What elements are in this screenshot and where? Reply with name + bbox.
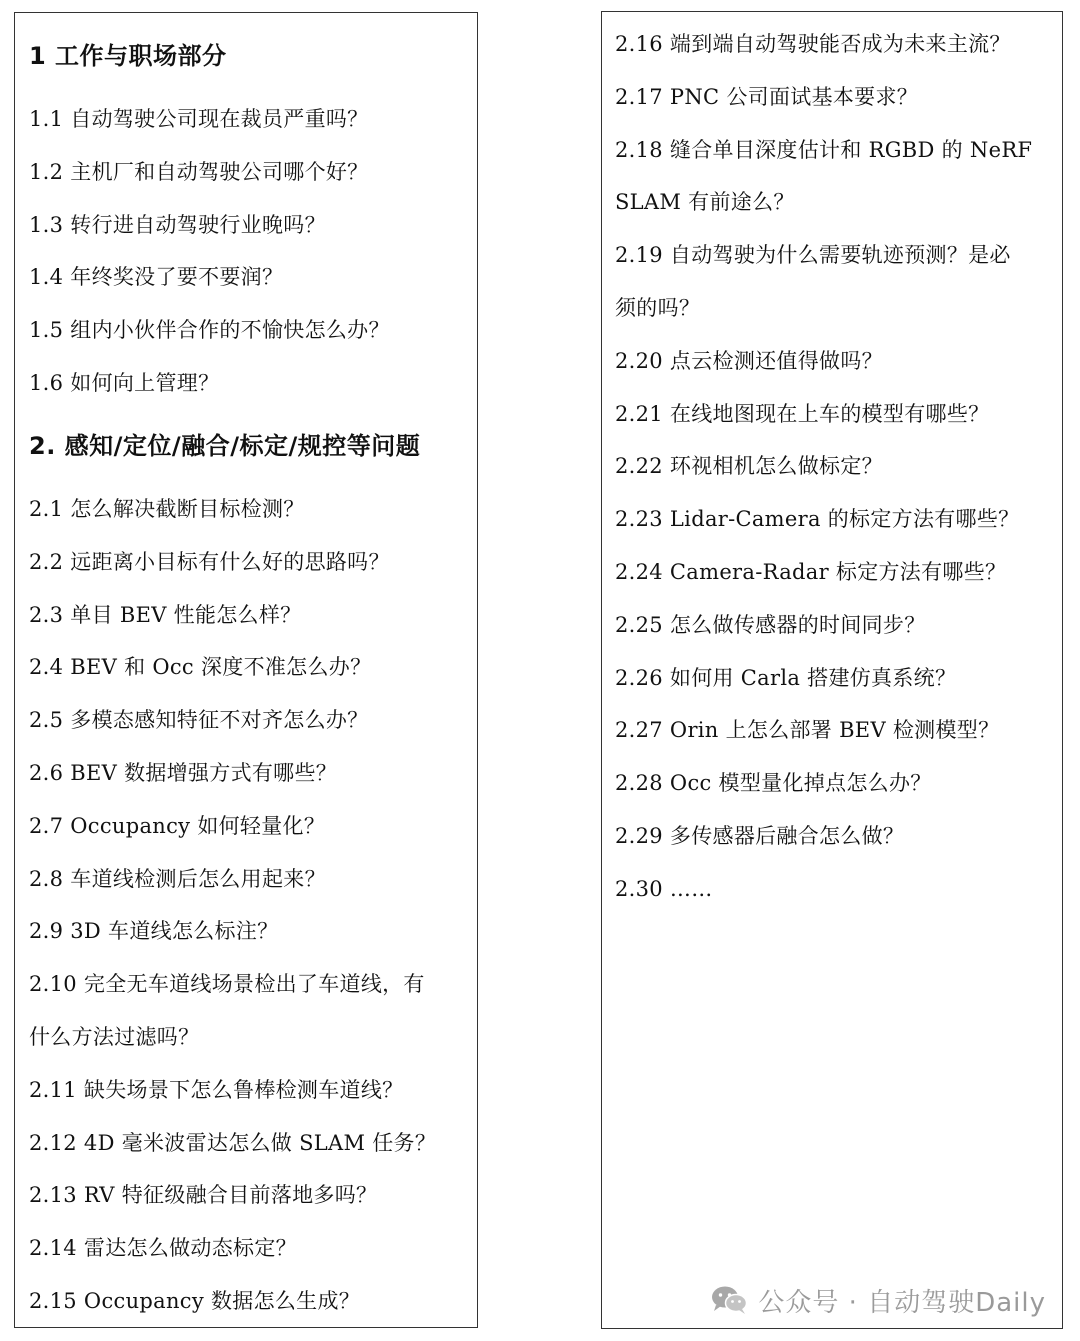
list-item: 2.10 完全无车道线场景检出了车道线，有 [29,972,425,996]
list-item: 2.3 单目 BEV 性能怎么样？ [29,603,302,627]
list-item: 2.16 端到端自动驾驶能否成为未来主流？ [615,32,1011,56]
wechat-icon [710,1285,748,1315]
list-item: 1.1 自动驾驶公司现在裁员严重吗？ [29,107,369,131]
list-item: 2.2 远距离小目标有什么好的思路吗？ [29,550,390,574]
list-item: 1.4 年终奖没了要不要润？ [29,265,284,289]
list-item: 2.12 4D 毫米波雷达怎么做 SLAM 任务？ [29,1131,437,1155]
list-item: 2.1 怎么解决截断目标检测？ [29,497,305,521]
list-item: 2.5 多模态感知特征不对齐怎么办？ [29,708,369,732]
list-item: 2.28 Occ 模型量化掉点怎么办？ [615,771,932,795]
list-item: 2.13 RV 特征级融合目前落地多吗？ [29,1183,378,1207]
list-item: 2.22 环视相机怎么做标定？ [615,454,883,478]
list-item: 2.9 3D 车道线怎么标注？ [29,919,279,943]
list-item: 2.19 自动驾驶为什么需要轨迹预测？是必 [615,243,1011,267]
list-item: 2.25 怎么做传感器的时间同步？ [615,613,926,637]
list-item: 2.15 Occupancy 数据怎么生成？ [29,1289,361,1313]
list-item-continuation: SLAM 有前途么？ [615,190,795,214]
list-item: 2.8 车道线检测后怎么用起来？ [29,867,326,891]
list-item: 2.30 …… [615,877,713,901]
right-column-panel [601,11,1063,1329]
list-item: 2.26 如何用 Carla 搭建仿真系统？ [615,666,957,690]
list-item: 2.4 BEV 和 Occ 深度不准怎么办？ [29,655,372,679]
list-item: 2.14 雷达怎么做动态标定？ [29,1236,297,1260]
left-column-panel [14,12,478,1328]
list-item: 2.7 Occupancy 如何轻量化？ [29,814,326,838]
list-item: 2.29 多传感器后融合怎么做？ [615,824,905,848]
list-item: 2.20 点云检测还值得做吗？ [615,349,883,373]
list-item-continuation: 什么方法过滤吗？ [29,1025,200,1049]
list-item: 2.24 Camera-Radar 标定方法有哪些？ [615,560,1007,584]
list-item: 1.2 主机厂和自动驾驶公司哪个好？ [29,160,369,184]
list-item: 2.18 缝合单目深度估计和 RGBD 的 NeRF [615,138,1033,162]
list-item: 1.3 转行进自动驾驶行业晚吗？ [29,213,326,237]
list-item: 1.5 组内小伙伴合作的不愉快怎么办？ [29,318,390,342]
list-item-continuation: 须的吗？ [615,296,701,320]
section1-heading: 1 工作与职场部分 [29,42,227,70]
list-item: 2.23 Lidar-Camera 的标定方法有哪些？ [615,507,1020,531]
list-item: 2.21 在线地图现在上车的模型有哪些？ [615,402,990,426]
list-item: 2.6 BEV 数据增强方式有哪些？ [29,761,338,785]
list-item: 1.6 如何向上管理？ [29,371,220,395]
list-item: 2.11 缺失场景下怎么鲁棒检测车道线？ [29,1078,404,1102]
list-item: 2.17 PNC 公司面试基本要求？ [615,85,919,109]
list-item: 2.27 Orin 上怎么部署 BEV 检测模型？ [615,718,1000,742]
watermark-text: 公众号 · 自动驾驶Daily [758,1287,1046,1318]
section2-heading: 2. 感知/定位/融合/标定/规控等问题 [29,432,421,460]
watermark [710,1280,1046,1320]
